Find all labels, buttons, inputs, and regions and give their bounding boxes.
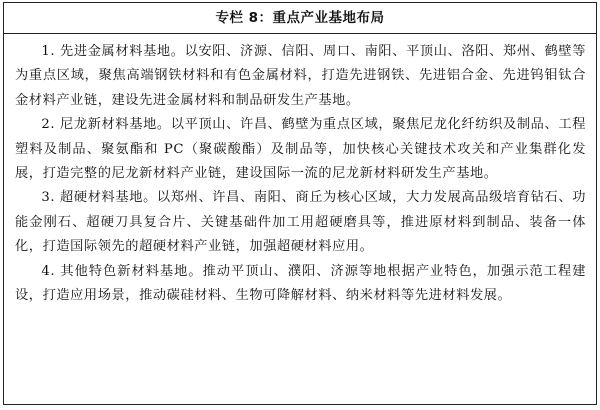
feature-box: [3, 2, 597, 405]
box-title: 专栏 8：重点产业基地布局: [4, 3, 596, 34]
paragraph-other-base: 4. 其他特色新材料基地。推动平顶山、濮阳、济源等地根据产业特色，加强示范工程建设，打造应用场景，推动碳硅材料、生物可降解材料、纳米材料等先进材料发展。: [15, 263, 586, 304]
box-body: [4, 34, 596, 308]
paragraph-advanced-metal-base: 1. 先进金属材料基地。以安阳、济源、信阳、周口、南阳、平顶山、洛阳、郑州、鹤壁等为重点区域，聚焦高端钢铁材料和有色金属材料，打造先进钢铁、先进铝合金、先进钨钼钛合金材料产业链，建设先进金属材料和制品研发生产基地。: [15, 44, 586, 108]
paragraph-nylon-base: 2. 尼龙新材料基地。以平顶山、许昌、鹤壁为重点区域，聚焦尼龙化纤纺织及制品、工程塑料及制品、聚氨酯和 PC（聚碳酸酯）及制品等，加快核心关键技术攻关和产业集群化发展，打造完整的尼龙新材料产业链，建设国际一流的尼龙新材料研发生产基地。: [15, 117, 586, 182]
paragraph-superhard-base: 3. 超硬材料基地。以郑州、许昌、南阳、商丘为核心区域，大力发展高品级培育钻石、功能金刚石、超硬刀具复合片、关键基础件加工用超硬磨具等，推进原材料到制品、装备一体化，打造国际领先的超硬材料产业链，加强超硬材料应用。: [15, 190, 586, 255]
